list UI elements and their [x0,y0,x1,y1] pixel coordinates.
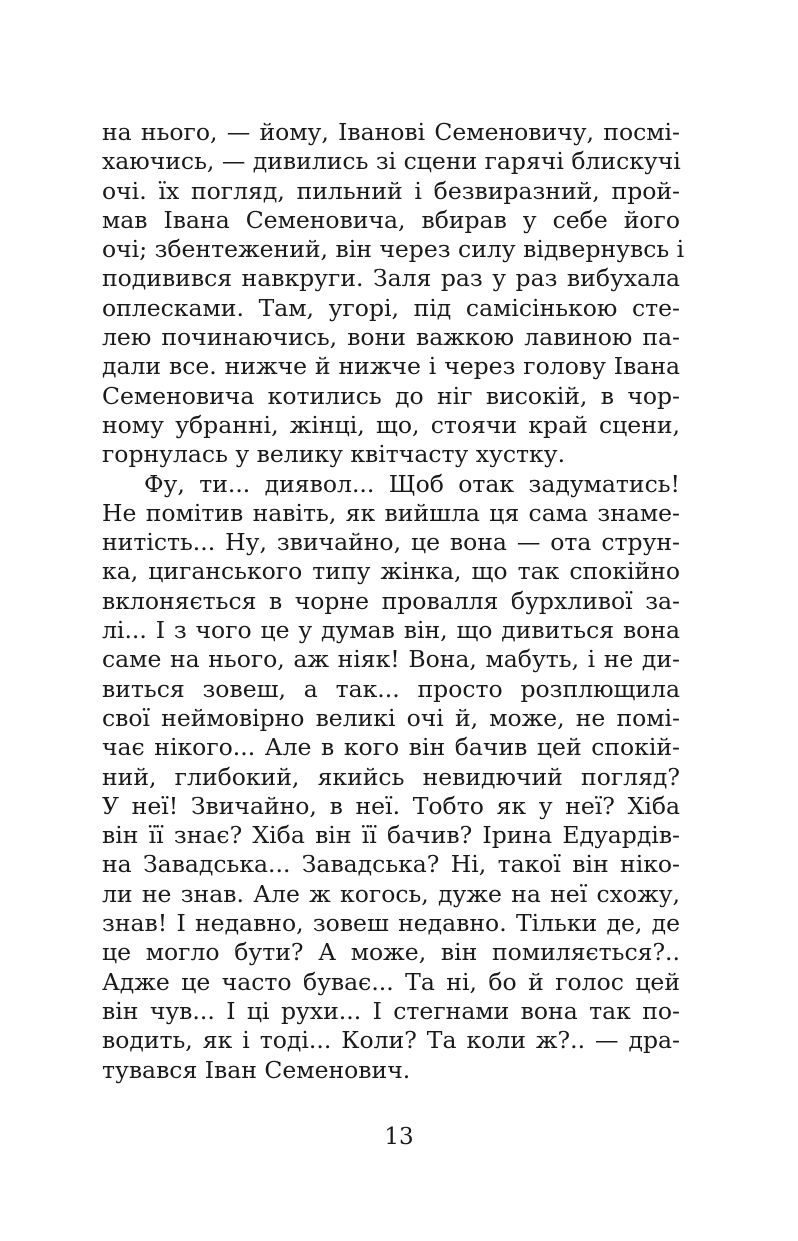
text-line: ний, глибокий, якийсь невидючий погляд? [102,762,680,791]
paragraph-end-line: горнулась у велику квітчасту хустку. [102,440,566,469]
text-line: лі... І з чого це у думав він, що дивиться вона [102,616,680,645]
text-line: свої неймовірно великі очі й, може, не помі- [102,703,680,732]
page-number: 13 [384,1124,414,1150]
paragraph-start-line: Фу, ти... диявол... Щоб отак задуматись! [144,469,680,498]
text-line: дали все. нижче й нижче і через голову Івана [102,352,680,381]
text-line: подивився навкруги. Заля раз у раз вибухала [102,264,680,293]
text-line: на Завадська... Завадська? Ні, такої він ніко- [102,850,680,879]
text-line: нитість... Ну, звичайно, це вона — ота струн- [102,528,680,557]
text-line: очі. їх погляд, пильний і безвиразний, прой- [102,176,680,205]
text-line: Не помітив навіть, як вийшла ця сама знаме- [102,498,680,527]
text-line: ному убранні, жінці, що, стоячи край сцени, [102,410,680,439]
text-line: він її знає? Хіба він її бачив? Ірина Едуардів- [102,821,680,850]
text-line: Адже це часто буває... Та ні, бо й голос цей [102,967,680,996]
text-line: У неї! Звичайно, в неї. Тобто як у неї? Хіба [102,791,680,820]
text-line: саме на нього, аж ніяк! Вона, мабуть, і не ди- [102,645,680,674]
text-line: лею починаючись, вони важкою лавиною па- [102,323,680,352]
text-line: вклоняється в чорне провалля бурхливої за- [102,586,680,615]
text-line: хаючись, — дивились зі сцени гарячі блискучі [102,147,681,176]
text-line: на нього, — йому, Івановi Семеновичу, посмі- [102,118,680,146]
text-line: Семеновича котились до ніг високій, в чор- [102,381,680,410]
text-line: виться зовеш, а так... просто розплющила [102,674,680,703]
text-line: оплесками. Там, угорі, під самісінькою сте- [102,293,680,322]
text-line: він чув... І ці рухи... І стегнами вона так по- [102,996,680,1025]
text-line: ка, циганського типу жінка, що так спокійно [102,557,680,586]
text-line: мав Івана Семеновича, вбирав у себе його [102,205,680,234]
text-line: очі; збентежений, він через силу відвернувсь і [102,235,685,264]
text-line: ли не знав. Але ж когось, дуже на неї схожу, [102,879,680,908]
text-line: це могло бути? А може, він помиляється?.. [102,938,680,967]
paragraph-end-line: тувався Іван Семенович. [102,1055,411,1084]
text-line: знав! І недавно, зовеш недавно. Тільки де, де [102,909,680,938]
text-line: водить, як і тоді... Коли? Та коли ж?.. — дра- [102,1026,680,1055]
text-line: чає нікого... Але в кого він бачив цей спокій- [102,733,680,762]
body-text [102,118,685,1085]
